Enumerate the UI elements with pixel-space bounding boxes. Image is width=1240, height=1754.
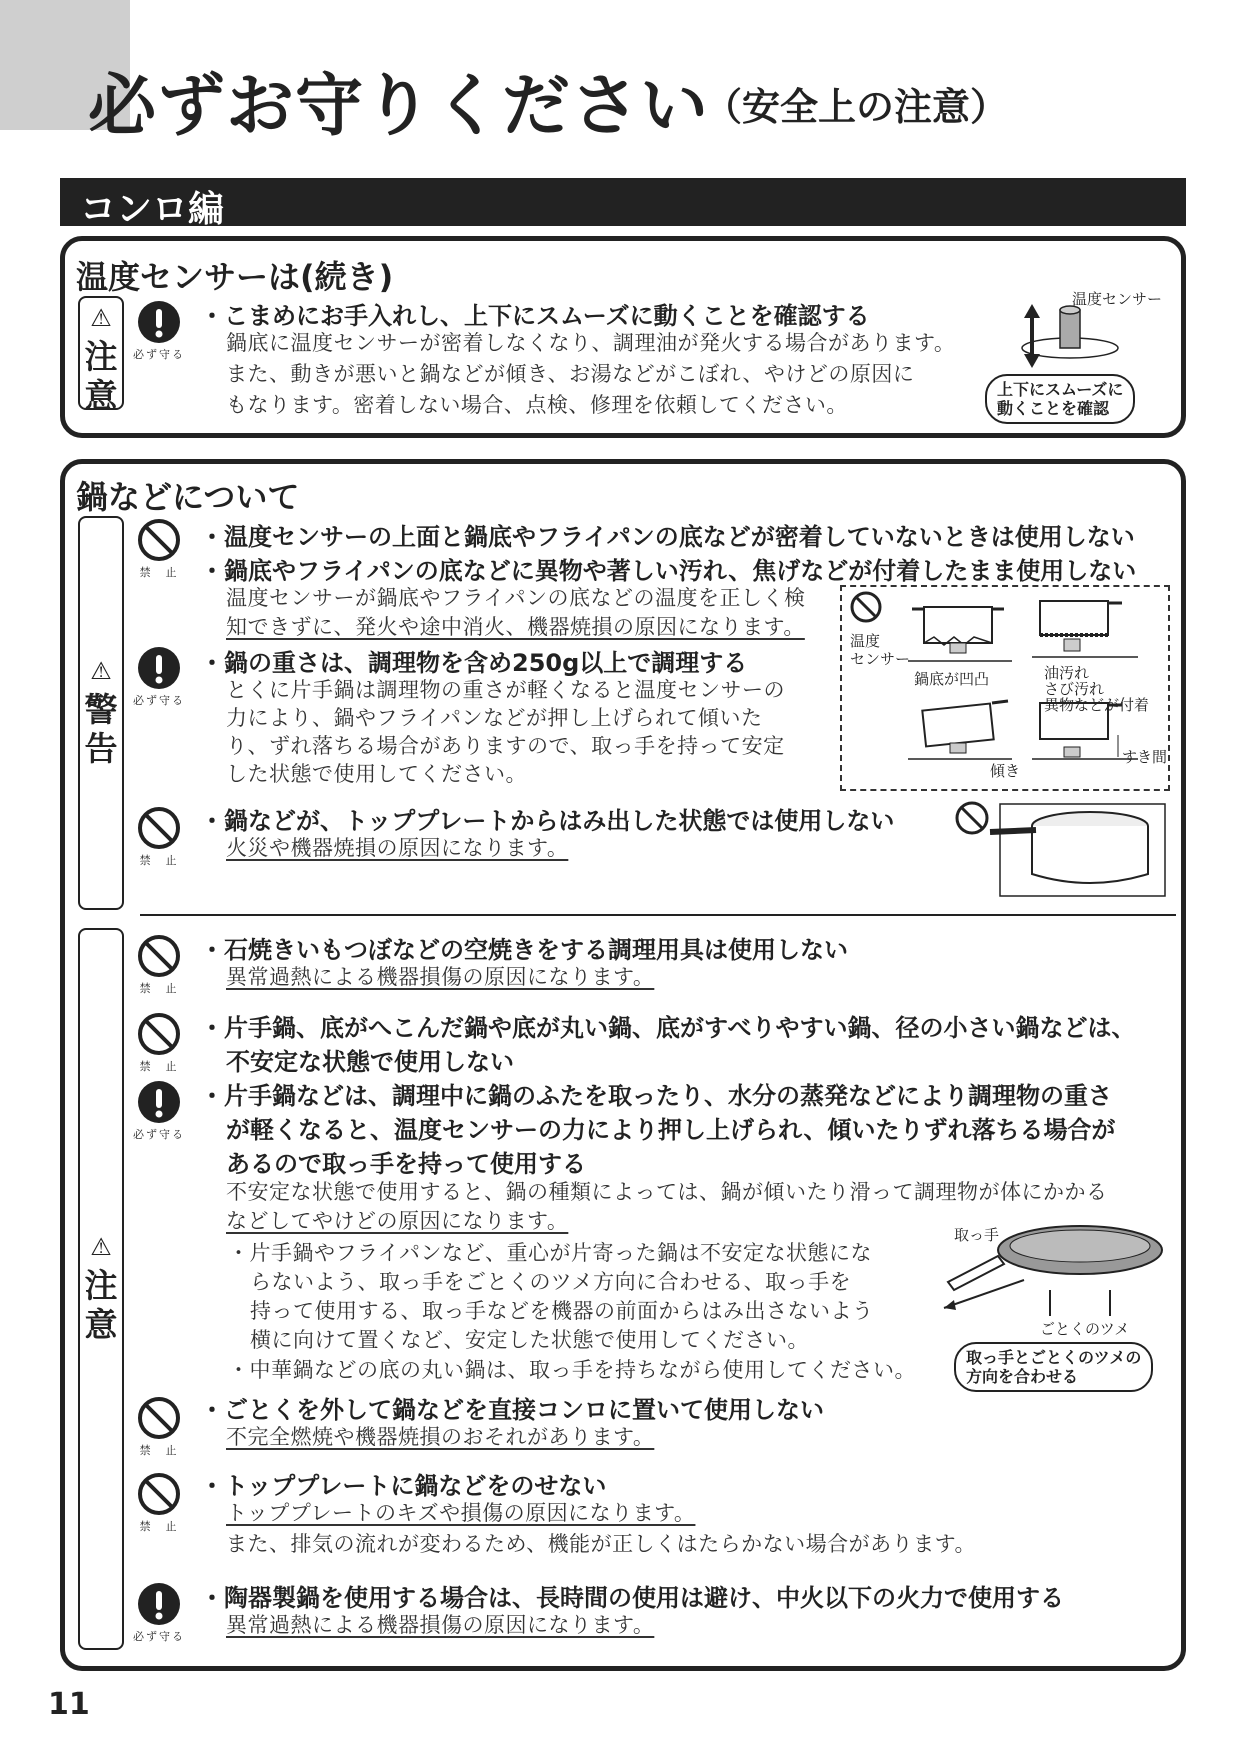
fig-dirty-3: 異物などが付着 — [1044, 696, 1150, 714]
caution-bullet-3c: あるので取っ手を持って使用する — [226, 1150, 586, 1178]
contact-illustration — [842, 587, 1168, 789]
sensor-bullet: ・こまめにお手入れし、上下にスムーズに動くことを確認する — [200, 302, 870, 330]
caution-text-3a: 不安定な状態で使用すると、鍋の種類によっては、鍋が傾いたり滑って調理物が体にかかる — [226, 1180, 1108, 1204]
mandatory-icon: 必ず守る — [124, 1582, 194, 1644]
caution-text-6: 異常過熱による機器損傷の原因になります。 — [226, 1613, 655, 1637]
caution-label-2: ⚠ 注 意 — [78, 928, 124, 1650]
caution-text-3b: などしてやけどの原因になります。 — [226, 1209, 569, 1233]
caution-sub-3: 持って使用する、取っ手などを機器の前面からはみ出さないよう — [250, 1299, 874, 1323]
overhang-illustration — [950, 796, 1170, 906]
warning-text-3b: 力により、鍋やフライパンなどが押し上げられて傾いた — [226, 706, 763, 730]
sensor-text-3: もなります。密着しない場合、点検、修理を依頼してください。 — [226, 393, 848, 417]
mandatory-icon: 必ず守る — [124, 646, 194, 708]
warning-bullet-2: ・鍋底やフライパンの底などに異物や著しい汚れ、焦げなどが付着したまま使用しない — [200, 557, 1137, 585]
warning-text-3c: り、ずれ落ちる場合がありますので、取っ手を持って安定 — [226, 734, 785, 758]
warning-text-2a: 温度センサーが鍋底やフライパンの底などの温度を正しく検 — [226, 586, 806, 610]
fig-gap: すき間 — [1122, 748, 1168, 766]
sensor-illustration — [1010, 300, 1120, 370]
caution-text-5a: トッププレートのキズや損傷の原因になります。 — [226, 1501, 696, 1525]
section-bar — [60, 178, 1186, 226]
warning-triangle-icon: ⚠ — [90, 657, 112, 685]
warning-triangle-icon: ⚠ — [90, 304, 112, 332]
prohibit-icon: 禁 止 — [124, 1012, 194, 1074]
prohibit-icon: 禁 止 — [124, 1472, 194, 1534]
page-number: 11 — [48, 1687, 90, 1722]
sensor-pill: 上下にスムーズに 動くことを確認 — [985, 374, 1135, 424]
caution-bullet-6: ・陶器製鍋を使用する場合は、長時間の使用は避け、中火以下の火力で使用する — [200, 1584, 1064, 1612]
fig-tilt: 傾き — [990, 762, 1021, 780]
divider — [140, 914, 1176, 916]
caution-text-5b: また、排気の流れが変わるため、機能が正しくはたらかない場合があります。 — [226, 1532, 976, 1556]
mandatory-icon: 必ず守る — [124, 300, 194, 362]
fig-sensor-2: センサー — [850, 650, 911, 668]
caution-label: ⚠ 注 意 — [78, 296, 124, 410]
caution-sub-4: 横に向けて置くなど、安定した状態で使用してください。 — [250, 1328, 809, 1352]
warning-label: ⚠ 警 告 — [78, 516, 124, 910]
fig-dirty-1: 油汚れ — [1044, 664, 1090, 682]
caution-bullet-4: ・ごとくを外して鍋などを直接コンロに置いて使用しない — [200, 1396, 824, 1424]
prohibit-icon: 禁 止 — [124, 1396, 194, 1458]
fig-concave: 鍋底が凹凸 — [914, 670, 990, 688]
prohibit-icon: 禁 止 — [124, 934, 194, 996]
fig-sensor-1: 温度 — [850, 632, 881, 650]
sensor-text-2: また、動きが悪いと鍋などが傾き、お湯などがこぼれ、やけどの原因に — [226, 362, 915, 386]
sensor-text-1: 鍋底に温度センサーが密着しなくなり、調理油が発火する場合があります。 — [226, 331, 956, 355]
caution-bullet-2a: ・片手鍋、底がへこんだ鍋や底が丸い鍋、底がすべりやすい鍋、径の小さい鍋などは、 — [200, 1014, 1136, 1042]
caution-sub-1: ・片手鍋やフライパンなど、重心が片寄った鍋は不安定な状態にな — [228, 1241, 872, 1265]
sensor-fig-label: 温度センサー — [1072, 290, 1163, 308]
prohibit-icon: 禁 止 — [124, 518, 194, 580]
fig-dirty-2: さび汚れ — [1044, 680, 1105, 698]
caution-bullet-3b: が軽くなると、温度センサーの力により押し上げられ、傾いたりずれ落ちる場合が — [226, 1116, 1116, 1144]
warning-bullet-1: ・温度センサーの上面と鍋底やフライパンの底などが密着していないときは使用しない — [200, 523, 1135, 551]
caution-text-1: 異常過熱による機器損傷の原因になります。 — [226, 965, 655, 989]
warning-text-3d: した状態で使用してください。 — [226, 762, 527, 786]
warning-text-4: 火災や機器焼損の原因になります。 — [226, 836, 569, 860]
section-title: コンロ編 — [80, 189, 225, 230]
caution-sub-5: ・中華鍋などの底の丸い鍋は、取っ手を持ちながら使用してください。 — [228, 1358, 916, 1382]
sensor-heading: 温度センサーは(続き) — [76, 258, 394, 296]
caution-bullet-1: ・石焼きいもつぼなどの空焼きをする調理用具は使用しない — [200, 936, 848, 964]
warning-text-2b: 知できずに、発火や途中消火、機器焼損の原因になります。 — [226, 615, 805, 639]
caution-bullet-5: ・トッププレートに鍋などをのせない — [200, 1472, 607, 1500]
mandatory-icon: 必ず守る — [124, 1080, 194, 1142]
caution-bullet-3a: ・片手鍋などは、調理中に鍋のふたを取ったり、水分の蒸発などにより調理物の重さ — [200, 1082, 1112, 1110]
page-title: 必ずお守りください — [88, 67, 710, 146]
caution-sub-2: らないよう、取っ手をごとくのツメ方向に合わせる、取っ手を — [250, 1270, 852, 1294]
warning-text-3a: とくに片手鍋は調理物の重さが軽くなると温度センサーの — [226, 678, 785, 702]
warning-bullet-4: ・鍋などが、トッププレートからはみ出した状態では使用しない — [200, 807, 895, 835]
prohibit-icon: 禁 止 — [124, 806, 194, 868]
fig-handle: 取っ手 — [954, 1226, 1000, 1244]
handle-pill: 取っ手とごとくのツメの 方向を合わせる — [954, 1342, 1153, 1392]
fig-claw: ごとくのツメ — [1040, 1320, 1130, 1338]
warning-triangle-icon: ⚠ — [90, 1233, 112, 1261]
caution-text-4: 不完全燃焼や機器焼損のおそれがあります。 — [226, 1425, 655, 1449]
warning-bullet-3: ・鍋の重さは、調理物を含め250g以上で調理する — [200, 649, 748, 677]
pots-heading: 鍋などについて — [76, 478, 300, 516]
page-subtitle: （安全上の注意） — [704, 85, 1009, 129]
caution-bullet-2b: 不安定な状態で使用しない — [226, 1048, 514, 1076]
